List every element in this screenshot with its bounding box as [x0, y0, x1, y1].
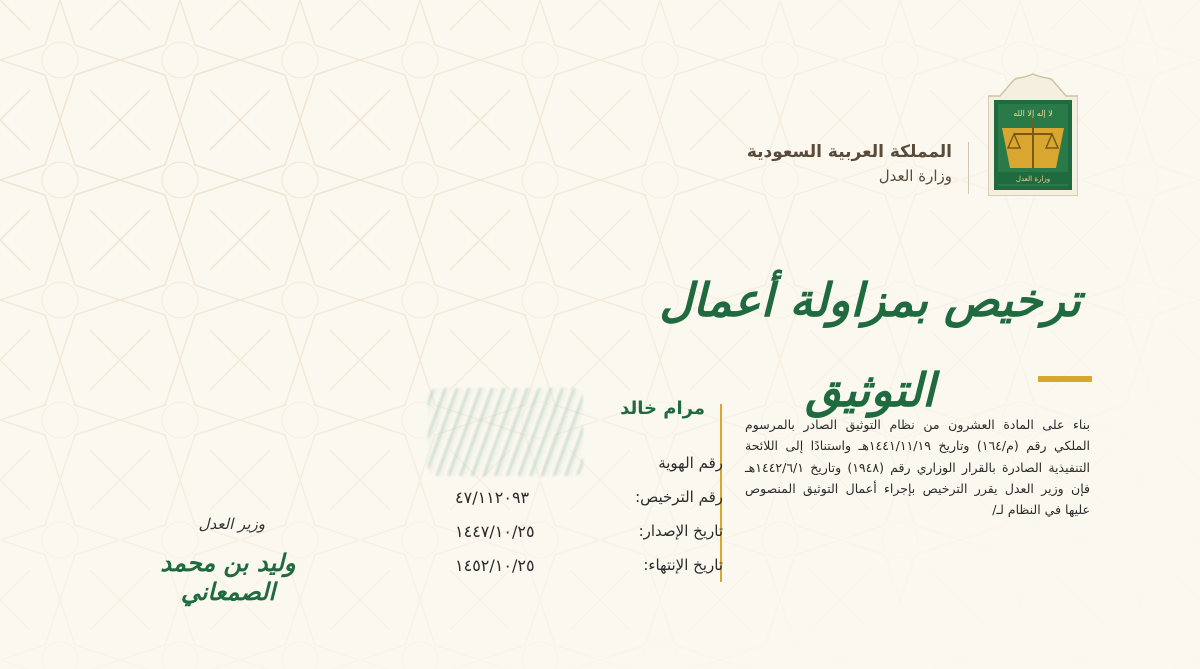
body-paragraph: بناء على المادة العشرون من نظام التوثيق الصادر بالمرسوم الملكي رقم (م/١٦٤) وتاريخ ١٤٤١/١١/١٩هـ واستنادًا إلى اللائحة التنفيذية الصادرة بالقرار الوزاري رقم (١٩٤٨) وتاريخ ١٤٤٢/٦/١هـ فإن وزير العدل يقرر الترخيص بإجراء أعمال التوثيق المنصوص عليها في النظام لـ/: [745, 417, 1091, 518]
detail-label: رقم الهوية: [658, 454, 723, 472]
holder-name: مرام خالد: [620, 398, 705, 419]
signatory-signature: وليد بن محمد الصمعاني: [160, 548, 296, 606]
header-divider: [968, 142, 969, 194]
ministry-of-justice-emblem-icon: [988, 72, 1078, 196]
svg-text:وزارة العدل: وزارة العدل: [1015, 175, 1051, 183]
document-title: ترخيص بمزاولة أعمال التوثيق: [659, 273, 1081, 417]
license-details: [455, 446, 723, 582]
detail-value: ١٤٤٧/١٠/٢٥: [455, 521, 535, 541]
detail-label: تاريخ الإصدار:: [638, 522, 723, 540]
detail-row-expiry-date: [455, 548, 723, 582]
ministry-name: وزارة العدل: [878, 167, 952, 185]
detail-row-id: [455, 446, 723, 480]
detail-row-issue-date: [455, 514, 723, 548]
detail-label: رقم الترخيص:: [635, 488, 723, 506]
detail-value: ٤٧/١١٢٠٩٣: [455, 487, 530, 507]
signatory-title: وزير العدل: [198, 515, 265, 533]
header: [747, 140, 952, 188]
svg-text:لا إله إلا الله: لا إله إلا الله: [1013, 109, 1053, 118]
title-accent-bar: [1038, 376, 1092, 382]
detail-row-license-number: [455, 480, 723, 514]
country-name: المملكة العربية السعودية: [746, 142, 952, 162]
detail-value: ١٤٥٢/١٠/٢٥: [455, 555, 535, 575]
detail-label: تاريخ الإنتهاء:: [643, 556, 723, 574]
